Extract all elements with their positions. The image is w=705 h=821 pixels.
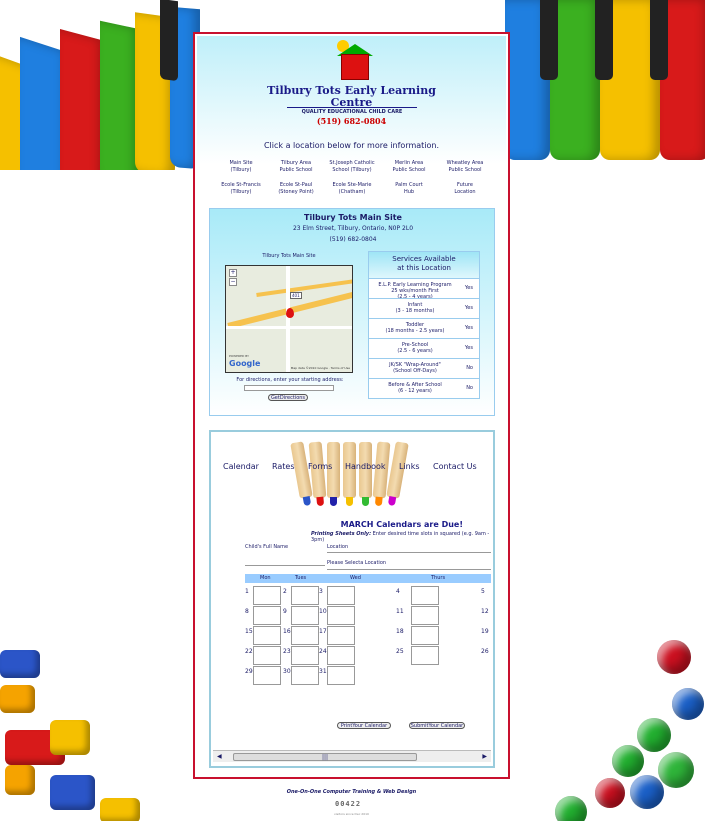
date-number: 30 [283,668,291,675]
location-name: Future [457,182,473,188]
map-caption: Tilbury Tots Main Site [262,253,316,259]
starting-address-input[interactable] [244,385,334,391]
service-availability: No [466,385,473,391]
scrollbar-thumb[interactable]: ||| [233,753,417,761]
location-detail: Public School [279,167,313,173]
nav-links[interactable]: Links [399,462,420,471]
time-slot-input[interactable] [411,626,439,645]
location-link[interactable] [379,160,439,174]
scroll-right-icon[interactable]: ▶ [482,753,487,760]
service-row [369,298,479,318]
map-brand-prefix: POWERED BY [229,354,250,358]
location-name: Ecole Ste-Marie [332,182,372,188]
services-title-line1: Services Available [392,255,456,263]
location-name: Palm Court [395,182,423,188]
location-detail: Hub [403,189,415,195]
date-number: 9 [283,608,287,615]
date-number: 10 [319,608,327,615]
service-name [371,322,459,334]
schoolhouse-logo-icon [341,54,369,80]
footer-credit[interactable]: One-On-One Computer Training & Web Design [286,789,417,795]
day-wed: Wed [350,575,361,581]
service-subtitle: (18 months - 2.5 years) [385,328,445,334]
main-site-panel [209,208,495,416]
services-header [369,252,479,278]
visitor-counter: 00422 [335,800,362,808]
time-slot-input[interactable] [253,626,281,645]
service-subtitle: (3 - 18 months) [395,308,435,314]
horizontal-scrollbar[interactable] [213,750,491,762]
main-site-title: Tilbury Tots Main Site [304,213,402,222]
service-availability: No [466,365,473,371]
date-number: 16 [283,628,291,635]
service-row [369,318,479,338]
directions-prompt: For directions, enter your starting address: [236,377,344,383]
map-attribution[interactable]: Map data ©2010 Google · Terms of Use [290,366,350,370]
location-name: St.Joseph Catholic [329,160,375,166]
service-row [369,358,479,378]
weekday-header [245,574,491,583]
location-name: Ecole St-Paul [279,182,313,188]
counter-caption: visitors since Dec 2010 [334,812,369,816]
nav-rates[interactable]: Rates [272,462,295,471]
location-link[interactable] [435,160,495,174]
location-link[interactable] [266,182,326,196]
location-detail: (Tilbury) [230,189,252,195]
time-slot-input[interactable] [291,666,319,685]
site-phone: (519) 682-0804 [316,116,387,126]
date-number: 24 [319,648,327,655]
date-number: 3 [319,588,323,595]
date-number: 15 [245,628,253,635]
time-slot-input[interactable] [291,606,319,625]
child-name-input[interactable] [245,552,325,566]
date-number: 31 [319,668,327,675]
service-title: JK/SK "Wrap-Around" [389,362,441,368]
service-row [369,338,479,358]
location-link[interactable] [211,182,271,196]
site-title-line2: Centre [330,96,373,109]
date-number: 2 [283,588,287,595]
date-number: 12 [481,608,489,615]
time-slot-input[interactable] [327,586,355,605]
date-number: 26 [481,648,489,655]
location-detail: Public School [392,167,426,173]
service-subtitle: (6 - 12 years) [398,388,432,394]
time-slot-input[interactable] [411,586,439,605]
calendar-due-heading: MARCH Calendars are Due! [340,520,463,529]
location-name: Merlin Area [394,160,424,166]
time-slot-input[interactable] [253,646,281,665]
location-link[interactable] [266,160,326,174]
location-detail: Location [454,189,476,195]
location-link[interactable] [379,182,439,196]
time-slot-input[interactable] [327,606,355,625]
child-name-label: Child's Full Name [245,544,289,550]
service-availability: Yes [464,325,473,331]
nav-contact-us[interactable]: Contact Us [433,462,477,471]
time-slot-input[interactable] [327,646,355,665]
location-name: Wheatley Area [446,160,484,166]
location-detail: (Chatham) [338,189,366,195]
get-directions-button[interactable]: GetDirections [268,394,308,401]
location-divider [327,552,491,553]
pencils-image [291,442,415,512]
location-detail: Public School [448,167,482,173]
zoom-in-icon[interactable]: + [230,269,236,276]
services-table [368,251,480,399]
date-number: 25 [396,648,404,655]
day-mon: Mon [260,575,271,581]
submit-calendar-button[interactable]: SubmitYour Calendar [410,723,464,729]
time-slot-input[interactable] [411,606,439,625]
day-tues: Tues [295,575,307,581]
time-slot-input[interactable] [253,586,281,605]
main-frame [193,32,510,779]
service-title: Toddler [405,322,425,328]
time-slot-input[interactable] [291,626,319,645]
service-name [371,362,459,374]
toy-blocks-decoration [0,640,120,821]
zoom-out-icon[interactable]: − [230,278,236,285]
date-number: 8 [245,608,249,615]
day-thurs: Thurs [431,575,446,581]
service-availability: Yes [464,305,473,311]
service-row [369,278,479,298]
service-availability: Yes [464,285,473,291]
google-logo: Google [229,359,261,368]
nav-calendar[interactable]: Calendar [223,462,259,471]
location-select[interactable]: Please Selecta Location [327,558,491,570]
site-slogan: QUALITY EDUCATIONAL CHILD CARE [287,107,417,115]
time-slot-input[interactable] [327,626,355,645]
services-title-line2: at this Location [397,264,451,272]
service-availability: Yes [464,345,473,351]
date-number: 4 [396,588,400,595]
date-number: 22 [245,648,253,655]
service-title: Pre-School [401,342,429,348]
calendar-panel [209,430,495,768]
time-slot-input[interactable] [327,666,355,685]
location-detail: (Stoney Point) [278,189,314,195]
service-subtitle: 25 wks/month First (2.5 - 4 years) [391,288,439,300]
scroll-left-icon[interactable]: ◀ [217,753,222,760]
location-link[interactable] [322,182,382,196]
location-name: Main Site [229,160,253,166]
service-title: E.L.P. Early Learning Program [378,282,452,288]
date-number: 19 [481,628,489,635]
date-number: 29 [245,668,253,675]
service-name [371,382,459,394]
calendar-instructions [311,531,493,543]
instructions-bold: Printing Sheets Only: [311,531,372,537]
site-title-line1: Tilbury Tots Early Learning [267,84,436,97]
date-number: 17 [319,628,327,635]
main-site-address: 23 Elm Street, Tilbury, Ontario, N0P 2L0 [292,225,414,232]
service-title: Infant [407,302,423,308]
date-number: 5 [481,588,485,595]
date-number: 11 [396,608,404,615]
service-subtitle: (2.5 - 6 years) [397,348,433,354]
location-name: Tilbury Area [280,160,312,166]
instructions-text: Enter desired time slots in squared (e.g. 9am - 3pm) [311,531,490,543]
google-map[interactable] [225,265,353,373]
location-name: Ecole St-Francis [221,182,261,188]
service-subtitle: (School Off-Days) [393,368,437,374]
map-pin-icon[interactable] [286,308,294,318]
time-slot-input[interactable] [291,646,319,665]
print-calendar-button[interactable]: PrintYour Calendar [337,722,391,729]
location-link[interactable] [322,160,382,174]
time-slot-input[interactable] [253,606,281,625]
location-detail: School (Tilbury) [332,167,372,173]
time-slot-input[interactable] [291,586,319,605]
location-link[interactable] [211,160,271,174]
nav-forms[interactable]: Forms [308,462,333,471]
locations-prompt: Click a location below for more information. [263,141,440,150]
service-name [371,342,459,354]
service-title: Before & After School [388,382,442,388]
date-number: 18 [396,628,404,635]
service-row [369,378,479,398]
location-link[interactable] [435,182,495,196]
date-number: 1 [245,588,249,595]
nav-handbook[interactable]: Handbook [345,462,386,471]
location-label: Location [327,544,349,550]
service-name [371,302,459,314]
date-number: 23 [283,648,291,655]
time-slot-input[interactable] [253,666,281,685]
time-slot-input[interactable] [411,646,439,665]
highway-label: 401 [292,293,300,298]
location-detail: (Tilbury) [230,167,252,173]
main-site-phone: (519) 682-0804 [329,236,377,243]
